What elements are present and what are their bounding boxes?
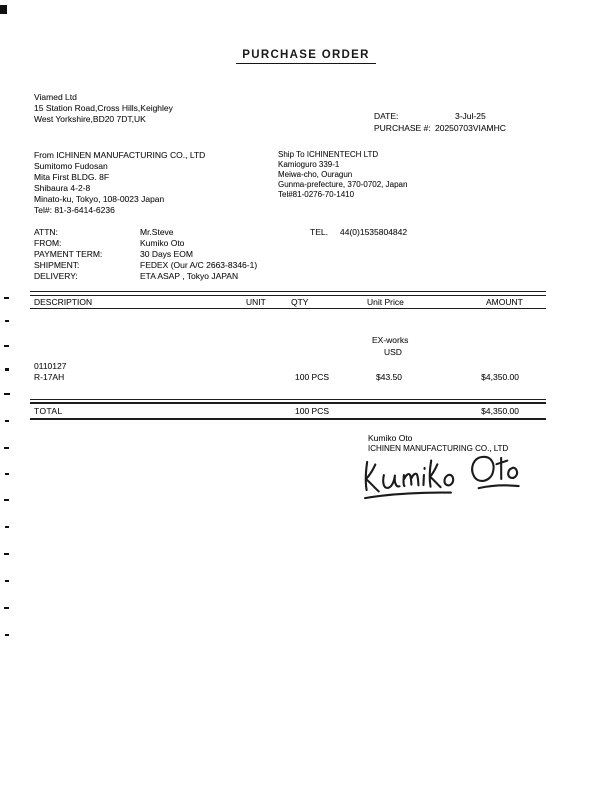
shipto-line3: Meiwa-cho, Ouragun [278, 170, 353, 179]
supplier-line6: Tel#: 81-3-6414-6236 [34, 205, 115, 215]
handwritten-signature [357, 446, 529, 507]
col-header-qty: QTY [291, 297, 309, 307]
col-header-unit: UNIT [246, 297, 266, 307]
date-label: DATE: [374, 111, 399, 121]
scan-artifact [5, 634, 9, 636]
shipment-label: SHIPMENT: [34, 260, 80, 270]
total-top-rule-outer [30, 399, 546, 400]
shipment-value: FEDEX (Our A/C 2663-8346-1) [140, 260, 258, 270]
payment-term-value: 30 Days EOM [140, 249, 193, 259]
total-top-rule-inner [30, 402, 546, 404]
po-number-value: 20250703VIAMHC [435, 123, 506, 133]
buyer-name: Viamed Ltd [34, 92, 77, 102]
scan-artifact [4, 447, 9, 449]
total-amount: $4,350.00 [481, 406, 519, 416]
scan-artifact [5, 320, 9, 322]
signature-company: ICHINEN MANUFACTURING CO., LTD [368, 444, 509, 453]
scan-artifact [5, 473, 9, 475]
item-qty: 100 PCS [295, 372, 330, 382]
item-unit-price: $43.50 [376, 372, 402, 382]
table-header-bottom-rule [30, 308, 546, 309]
delivery-value: ETA ASAP , Tokyo JAPAN [140, 271, 239, 281]
from-value: Kumiko Oto [140, 238, 185, 248]
supplier-line5: Minato-ku, Tokyo, 108-0023 Japan [34, 194, 165, 204]
scan-artifact [4, 607, 9, 609]
shipto-line5: Tel#81-0276-70-1410 [278, 190, 355, 199]
scan-artifact [4, 297, 9, 299]
scan-artifact [5, 526, 9, 528]
table-top-rule-inner [30, 295, 546, 296]
item-code: 0110127 [34, 361, 67, 371]
scan-artifact [4, 499, 9, 501]
po-number-label: PURCHASE #: [374, 123, 431, 133]
price-basis-exworks: EX-works [372, 335, 409, 345]
buyer-address-line1: 15 Station Road,Cross Hills,Keighley [34, 103, 173, 113]
tel-value: 44(0)1535804842 [340, 227, 408, 237]
total-bottom-rule [30, 418, 546, 420]
page-title-row [0, 45, 612, 64]
scan-artifact [4, 393, 10, 395]
price-basis-currency: USD [384, 347, 402, 357]
col-header-amount: AMOUNT [486, 297, 523, 307]
attn-value: Mr.Steve [140, 227, 174, 237]
col-header-unit-price: Unit Price [367, 297, 404, 307]
scan-artifact [4, 553, 9, 555]
total-qty: 100 PCS [295, 406, 330, 416]
payment-term-label: PAYMENT TERM: [34, 249, 103, 259]
scan-artifact [4, 345, 9, 347]
scan-artifact [5, 580, 9, 582]
supplier-line4: Shibaura 4-2-8 [34, 183, 91, 193]
signature-name: Kumiko Oto [368, 433, 413, 443]
shipto-line1: Ship To ICHINENTECH LTD [278, 150, 379, 159]
delivery-label: DELIVERY: [34, 271, 78, 281]
buyer-address-line2: West Yorkshire,BD20 7DT,UK [34, 114, 146, 124]
supplier-line2: Sumitomo Fudosan [34, 161, 108, 171]
item-model: R-17AH [34, 372, 65, 382]
supplier-line3: Mita First BLDG. 8F [34, 172, 110, 182]
from-label: FROM: [34, 238, 62, 248]
tel-label: TEL. [310, 227, 328, 237]
scan-artifact [5, 420, 9, 422]
shipto-line2: Kamioguro 339-1 [278, 160, 340, 169]
total-label: TOTAL [34, 406, 63, 416]
scan-artifact [5, 368, 9, 371]
date-value: 3-Jul-25 [455, 111, 486, 121]
supplier-line1: From ICHINEN MANUFACTURING CO., LTD [34, 150, 206, 160]
col-header-description: DESCRIPTION [34, 297, 93, 307]
table-top-rule-outer [30, 291, 546, 292]
page-title: PURCHASE ORDER [236, 49, 375, 64]
attn-label: ATTN: [34, 227, 58, 237]
item-amount: $4,350.00 [481, 372, 519, 382]
scan-artifact-corner [0, 5, 7, 14]
shipto-line4: Gunma-prefecture, 370-0702, Japan [278, 180, 408, 189]
